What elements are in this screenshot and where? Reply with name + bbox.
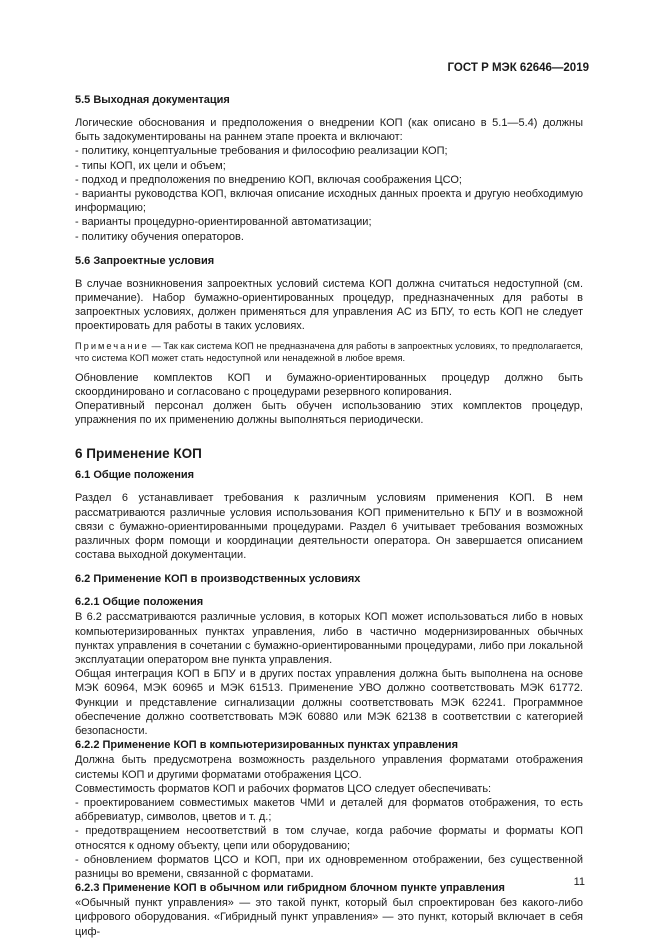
document-header: ГОСТ Р МЭК 62646—2019 [447,62,589,74]
list-item: - политику обучения операторов. [75,230,244,243]
list-item: - политику, концептуальные требования и философию реализации КОП; [75,145,448,158]
list-item: - варианты руководства КОП, включая описание исходных данных проекта и другую необходимую информацию; [75,188,583,215]
list-item: - предотвращением несоответствий в том случае, когда рабочие форматы и форматы КОП относятся к одному объекту, цепи или оборудованию; [75,825,583,852]
section-5-6-paragraph: Оперативный персонал должен быть обучен использованию этих комплектов процедур, упражнения по их применению должны выполняться периодически. [75,400,583,427]
list-item: - подход и предположения по внедрению КОП, включая соображения ЦСО; [75,173,462,186]
list-item: - типы КОП, их цели и объем; [75,159,226,172]
page-content [75,93,583,939]
section-6-2-2-paragraph: Совместимость форматов КОП и рабочих форматов ЦСО следует обеспечивать: [75,782,492,795]
list-item: - обновлением форматов ЦСО и КОП, при их одновременном отображении, без существенной разницы во времени, связанной с форматами. [75,853,583,880]
section-5-5-title: 5.5 Выходная документация [75,94,230,106]
section-6-2-3-paragraph: «Обычный пункт управления» — это такой пункт, который был спроектирован без какого-либо цифрового оборудования. «Гибридный пункт управления» — это пункт, который включает в себя циф- [75,897,583,938]
note-label: Примечание [75,340,149,351]
section-6-1-title: 6.1 Общие положения [75,469,195,482]
section-5-5-intro: Логические обоснования и предположения о внедрении КОП (как описано в 5.1—5.4) должны быть задокументированы на раннем этапе проекта и включают: [75,117,583,144]
section-6-2-3-title: 6.2.3 Применение КОП в обычном или гибридном блочном пункте управления [75,882,505,895]
section-6-1-paragraph: Раздел 6 устанавливает требования к различным условиям применения КОП. В нем рассматриваются различные условия использования КОП применительно к БПУ и в возможной связи с бумажно-ориентированными процедурами. Раздел 6 учитывает требования возможных различных форм помощи и координации деятельности оператора. Он завершается описанием состава выходной документации. [75,492,583,562]
section-6-2-1-paragraph: Общая интеграция КОП в БПУ и в других постах управления должна быть выполнена на основе МЭК 60964, МЭК 60965 и МЭК 61513. Применение УВО должно соответствовать МЭК 61772. Функции и представление сигнализации должны соответствовать МЭК 62241. Программное обеспечение должно соответствовать МЭК 60880 или МЭК 62138 в соответствии с категорией безопасности. [75,668,583,738]
section-6-2-1-title: 6.2.1 Общие положения [75,596,204,609]
section-6-2-2-paragraph: Должна быть предусмотрена возможность раздельного управления форматами отображения системы КОП и другими форматами отображения ЦСО. [75,754,583,781]
section-5-6-paragraph: Обновление комплектов КОП и бумажно-ориентированных процедур должно быть скоординировано и согласовано с процедурами резервного копирования. [75,371,583,398]
list-item: - варианты процедурно-ориентированной автоматизации; [75,216,372,229]
page-number: 11 [573,876,585,888]
section-6-2-2-title: 6.2.2 Применение КОП в компьютеризированных пунктах управления [75,739,458,752]
section-6-title: 6 Применение КОП [75,446,202,462]
section-5-6-paragraph: В случае возникновения запроектных условий система КОП должна считаться недоступной (см. примечание). Набор бумажно-ориентированных процедур, предназначенных для работы в запроектных условиях, должен применяться для управления АС из БПУ, то есть КОП не следует проектировать для работы в таких условиях. [75,277,583,333]
note [75,340,583,365]
note-text: — Так как система КОП не предназначена для работы в запроектных условиях, то предполагается, что система КОП может стать недоступной или ненадежной в любое время. [75,340,583,364]
section-5-6-title: 5.6 Запроектные условия [75,254,215,267]
section-6-2-title: 6.2 Применение КОП в производственных условиях [75,573,361,586]
section-6-2-1-paragraph: В 6.2 рассматриваются различные условия, в которых КОП может использоваться либо в новых компьютеризированных пунктах управления, либо в частично модернизированных обычных пунктах управления в сочетании с бумажно-ориентированными процедурами, либо при локальной эксплуатации оператором вне пункта управления. [75,611,583,667]
list-item: - проектированием совместимых макетов ЧМИ и деталей для форматов отображения, то есть аббревиатур, символов, цветов и т. д.; [75,796,583,824]
